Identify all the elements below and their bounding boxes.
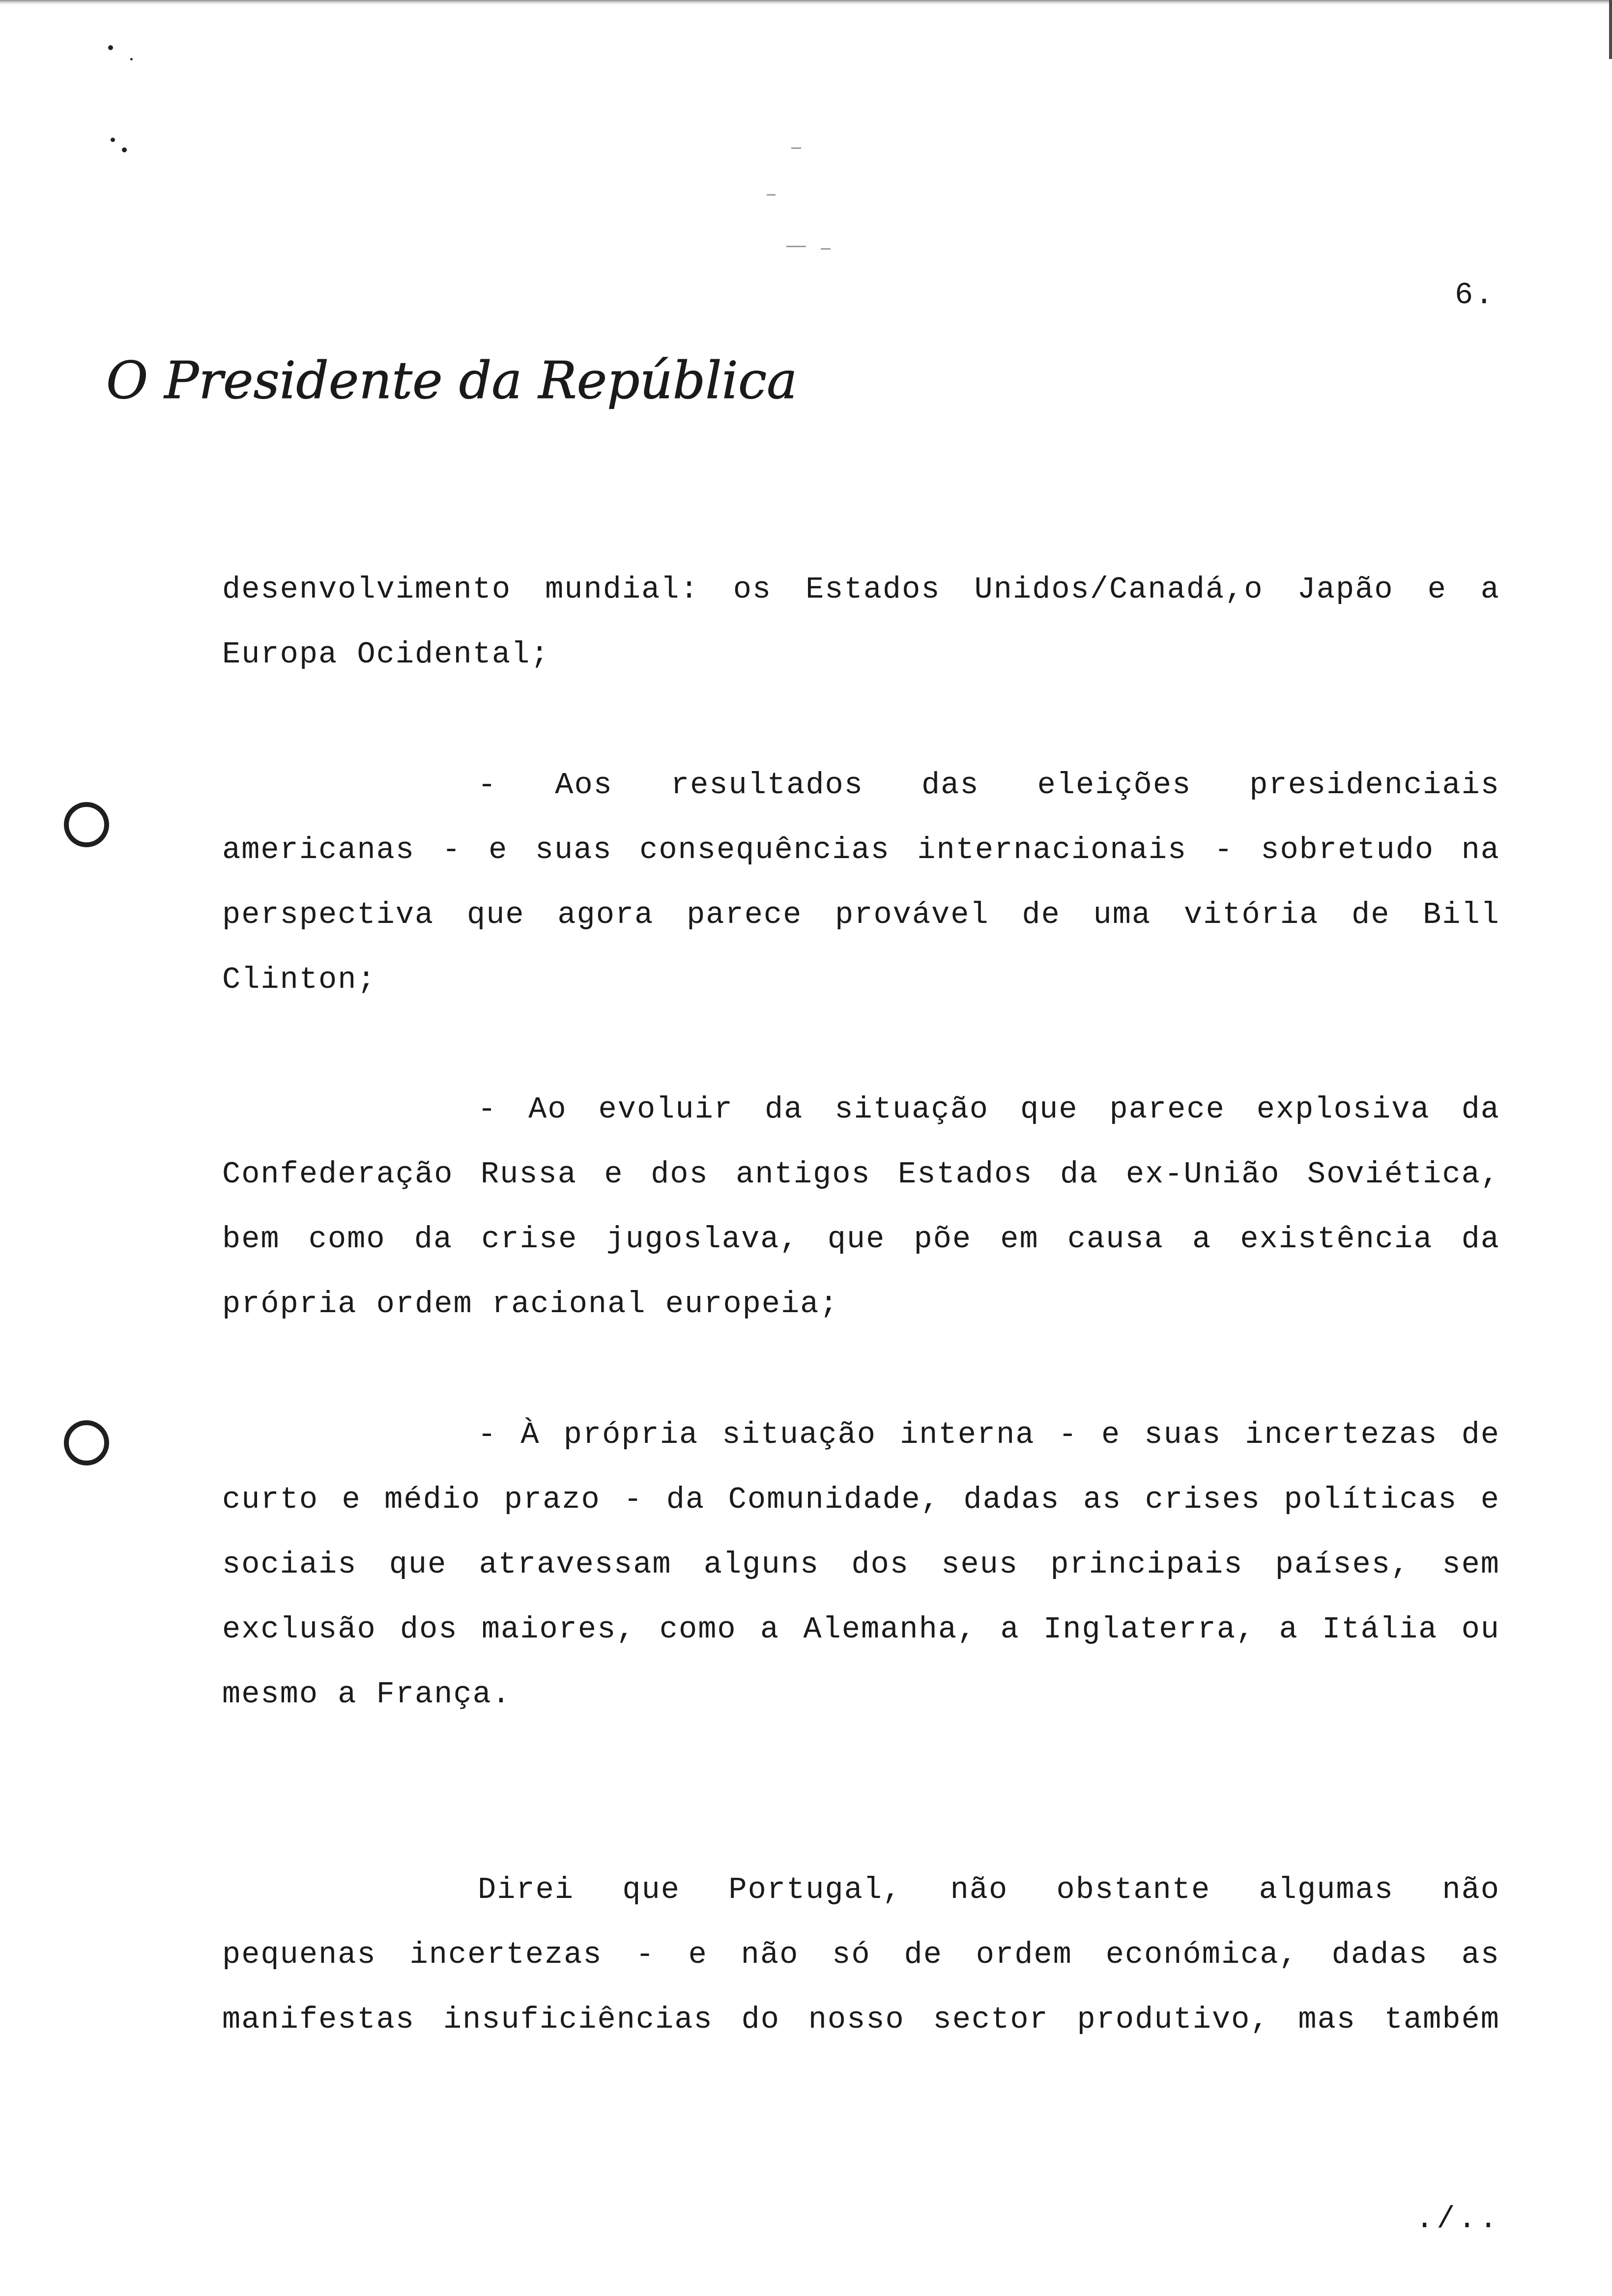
text-line: perspectiva que agora parece provável de uma vitória de Bill [222, 897, 1500, 932]
scan-speck [108, 45, 113, 50]
text-line: - Aos resultados das eleições presidenciais [478, 768, 1500, 803]
text-line: bem como da crise jugoslava, que põe em causa a existência da [222, 1222, 1500, 1257]
text-line: manifestas insuficiências do nosso sector produtivo, mas também [222, 2002, 1500, 2037]
text-line: curto e médio prazo - da Comunidade, dadas as crises políticas e [222, 1482, 1500, 1517]
text-line: americanas - e suas consequências internacionais - sobretudo na [222, 832, 1500, 867]
text-line: Confederação Russa e dos antigos Estados da ex-União Soviética, [222, 1157, 1500, 1192]
continuation-mark: ./.. [1415, 2202, 1500, 2237]
text-line: desenvolvimento mundial: os Estados Unidos/Canadá,o Japão e a [222, 572, 1500, 607]
text-line: sociais que atravessam alguns dos seus principais países, sem [222, 1547, 1500, 1582]
scan-speck [786, 246, 806, 247]
page-number: 6. [1455, 278, 1496, 313]
scan-speck [767, 194, 776, 196]
scan-speck [821, 248, 831, 250]
scan-speck [122, 147, 127, 152]
text-line: Direi que Portugal, não obstante algumas não [478, 1872, 1500, 1907]
letterhead [103, 344, 798, 423]
text-line: pequenas incertezas - e não só de ordem económica, dadas as [222, 1937, 1500, 1972]
text-line: - Ao evoluir da situação que parece explosiva da [478, 1092, 1500, 1127]
scan-top-edge [0, 0, 1612, 5]
text-line: - À própria situação interna - e suas incertezas de [478, 1417, 1500, 1452]
text-line: Clinton; [222, 962, 376, 997]
punch-hole-lower [64, 1420, 109, 1465]
text-line: própria ordem racional europeia; [222, 1287, 839, 1321]
letterhead-script [103, 344, 798, 423]
scan-right-edge [1609, 0, 1612, 59]
text-line: mesmo a França. [222, 1677, 512, 1712]
scan-speck [791, 147, 801, 149]
text-line: exclusão dos maiores, como a Alemanha, a Inglaterra, a Itália ou [222, 1612, 1500, 1647]
punch-hole-upper [64, 802, 109, 847]
scan-speck [130, 58, 133, 60]
text-line: Europa Ocidental; [222, 637, 550, 672]
scan-speck [111, 138, 115, 142]
letterhead-text: O Presidente da República [106, 350, 798, 410]
